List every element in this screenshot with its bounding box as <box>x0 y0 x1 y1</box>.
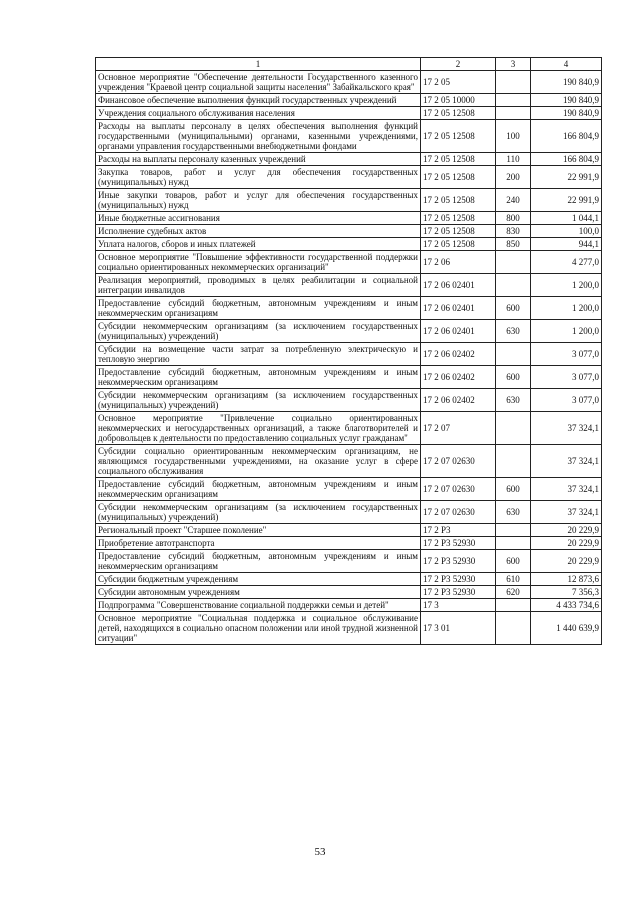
table-row <box>96 612 602 645</box>
row-code-cell: 17 2 05 12508 <box>421 212 496 225</box>
table-row <box>96 71 602 94</box>
row-amount-cell: 3 077,0 <box>531 389 602 412</box>
row-vr-cell: 630 <box>496 389 531 412</box>
table-row <box>96 320 602 343</box>
row-code-cell: 17 2 05 12508 <box>421 189 496 212</box>
row-amount-cell: 37 324,1 <box>531 501 602 524</box>
row-name-cell: Субсидии бюджетным учреждениям <box>96 573 421 586</box>
table-row <box>96 251 602 274</box>
row-name-cell: Предоставление субсидий бюджетным, автономным учреждениям и иным некоммерческим организациям <box>96 550 421 573</box>
row-name-cell: Предоставление субсидий бюджетным, автономным учреждениям и иным некоммерческим организациям <box>96 366 421 389</box>
row-name-cell: Субсидии некоммерческим организациям (за исключением государственных (муниципальных) учреждений) <box>96 320 421 343</box>
row-name-cell: Основное мероприятие "Обеспечение деятельности Государственного казенного учреждения "Краевой центр социальной защиты населения" Забайкальского края" <box>96 71 421 94</box>
row-name-cell: Основное мероприятие "Социальная поддержка и социальное обслуживание детей, находящихся в социально опасном положении или иной трудной жизненной ситуации" <box>96 612 421 645</box>
table-row <box>96 478 602 501</box>
table-row <box>96 445 602 478</box>
row-vr-cell <box>496 524 531 537</box>
row-name-cell: Исполнение судебных актов <box>96 225 421 238</box>
row-code-cell: 17 2 06 02402 <box>421 343 496 366</box>
row-vr-cell <box>496 445 531 478</box>
row-vr-cell <box>496 537 531 550</box>
row-vr-cell: 610 <box>496 573 531 586</box>
row-name-cell: Субсидии социально ориентированным некоммерческим организациям, не являющимся государственными учреждениями, на оказание услуг в сфере социального обслуживания <box>96 445 421 478</box>
table-row <box>96 225 602 238</box>
row-vr-cell <box>496 599 531 612</box>
row-name-cell: Подпрограмма "Совершенствование социальной поддержки семьи и детей" <box>96 599 421 612</box>
row-vr-cell <box>496 612 531 645</box>
row-code-cell: 17 2 07 02630 <box>421 445 496 478</box>
row-amount-cell: 190 840,9 <box>531 107 602 120</box>
row-amount-cell: 37 324,1 <box>531 445 602 478</box>
table-row <box>96 524 602 537</box>
row-code-cell: 17 2 05 12508 <box>421 153 496 166</box>
row-amount-cell: 3 077,0 <box>531 343 602 366</box>
row-amount-cell: 20 229,9 <box>531 537 602 550</box>
column-header: 1 <box>96 58 421 71</box>
row-code-cell: 17 2 05 <box>421 71 496 94</box>
row-name-cell: Закупка товаров, работ и услуг для обеспечения государственных (муниципальных) нужд <box>96 166 421 189</box>
row-vr-cell <box>496 274 531 297</box>
row-amount-cell: 22 991,9 <box>531 166 602 189</box>
row-name-cell: Приобретение автотранспорта <box>96 537 421 550</box>
row-amount-cell: 12 873,6 <box>531 573 602 586</box>
table-row <box>96 107 602 120</box>
row-vr-cell: 240 <box>496 189 531 212</box>
table-row <box>96 274 602 297</box>
row-name-cell: Учреждения социального обслуживания населения <box>96 107 421 120</box>
table-row <box>96 573 602 586</box>
row-amount-cell: 100,0 <box>531 225 602 238</box>
row-code-cell: 17 2 06 02402 <box>421 389 496 412</box>
row-amount-cell: 1 200,0 <box>531 297 602 320</box>
row-amount-cell: 4 277,0 <box>531 251 602 274</box>
row-amount-cell: 7 356,3 <box>531 586 602 599</box>
row-name-cell: Субсидии некоммерческим организациям (за исключением государственных (муниципальных) учреждений) <box>96 501 421 524</box>
row-amount-cell: 20 229,9 <box>531 550 602 573</box>
row-name-cell: Основное мероприятие "Привлечение социально ориентированных некоммерческих и негосударственных организаций, а также благотворителей и добровольцев к деятельности по предоставлению социальных услуг гражданам" <box>96 412 421 445</box>
row-vr-cell <box>496 107 531 120</box>
budget-table <box>95 57 602 645</box>
row-vr-cell: 850 <box>496 238 531 251</box>
row-vr-cell <box>496 94 531 107</box>
row-amount-cell: 37 324,1 <box>531 478 602 501</box>
row-amount-cell: 944,1 <box>531 238 602 251</box>
row-amount-cell: 1 044,1 <box>531 212 602 225</box>
row-name-cell: Иные бюджетные ассигнования <box>96 212 421 225</box>
row-name-cell: Реализация мероприятий, проводимых в целях реабилитации и социальной интеграции инвалидов <box>96 274 421 297</box>
row-amount-cell: 166 804,9 <box>531 120 602 153</box>
row-vr-cell <box>496 343 531 366</box>
row-code-cell: 17 3 <box>421 599 496 612</box>
row-code-cell: 17 2 06 02401 <box>421 320 496 343</box>
row-name-cell: Уплата налогов, сборов и иных платежей <box>96 238 421 251</box>
row-name-cell: Субсидии автономным учреждениям <box>96 586 421 599</box>
row-code-cell: 17 2 P3 52930 <box>421 550 496 573</box>
table-row <box>96 238 602 251</box>
table-body <box>96 71 602 645</box>
column-header: 4 <box>531 58 602 71</box>
row-amount-cell: 3 077,0 <box>531 366 602 389</box>
row-vr-cell <box>496 251 531 274</box>
table-row <box>96 412 602 445</box>
row-code-cell: 17 2 P3 52930 <box>421 586 496 599</box>
row-code-cell: 17 2 06 02402 <box>421 366 496 389</box>
row-code-cell: 17 2 05 12508 <box>421 225 496 238</box>
row-amount-cell: 1 200,0 <box>531 274 602 297</box>
column-header: 3 <box>496 58 531 71</box>
row-code-cell: 17 2 06 02401 <box>421 274 496 297</box>
row-vr-cell: 630 <box>496 501 531 524</box>
row-name-cell: Финансовое обеспечение выполнения функций государственных учреждений <box>96 94 421 107</box>
row-name-cell: Предоставление субсидий бюджетным, автономным учреждениям и иным некоммерческим организациям <box>96 297 421 320</box>
table-row <box>96 189 602 212</box>
row-amount-cell: 20 229,9 <box>531 524 602 537</box>
table-row <box>96 586 602 599</box>
row-vr-cell <box>496 71 531 94</box>
column-header: 2 <box>421 58 496 71</box>
row-vr-cell <box>496 412 531 445</box>
row-code-cell: 17 2 06 <box>421 251 496 274</box>
row-code-cell: 17 2 P3 52930 <box>421 573 496 586</box>
row-code-cell: 17 2 05 12508 <box>421 166 496 189</box>
row-name-cell: Расходы на выплаты персоналу в целях обеспечения выполнения функций государственными (муниципальными) органами, казенными учреждениями, органами управления государственными внебюджетными фондами <box>96 120 421 153</box>
row-code-cell: 17 2 P3 52930 <box>421 537 496 550</box>
row-vr-cell: 600 <box>496 478 531 501</box>
row-code-cell: 17 2 P3 <box>421 524 496 537</box>
row-vr-cell: 110 <box>496 153 531 166</box>
row-code-cell: 17 2 07 02630 <box>421 501 496 524</box>
page-number: 53 <box>314 846 326 858</box>
row-vr-cell: 600 <box>496 550 531 573</box>
row-code-cell: 17 2 05 12508 <box>421 238 496 251</box>
row-name-cell: Региональный проект "Старшее поколение" <box>96 524 421 537</box>
table-row <box>96 501 602 524</box>
row-vr-cell: 100 <box>496 120 531 153</box>
row-vr-cell: 200 <box>496 166 531 189</box>
table-row <box>96 550 602 573</box>
row-amount-cell: 22 991,9 <box>531 189 602 212</box>
row-amount-cell: 166 804,9 <box>531 153 602 166</box>
row-amount-cell: 190 840,9 <box>531 71 602 94</box>
table-header-row <box>96 58 602 71</box>
row-amount-cell: 1 200,0 <box>531 320 602 343</box>
table-row <box>96 153 602 166</box>
row-vr-cell: 830 <box>496 225 531 238</box>
row-vr-cell: 600 <box>496 366 531 389</box>
row-amount-cell: 1 440 639,9 <box>531 612 602 645</box>
row-code-cell: 17 2 05 12508 <box>421 107 496 120</box>
row-name-cell: Иные закупки товаров, работ и услуг для обеспечения государственных (муниципальных) нужд <box>96 189 421 212</box>
row-amount-cell: 37 324,1 <box>531 412 602 445</box>
row-vr-cell: 620 <box>496 586 531 599</box>
table-row <box>96 389 602 412</box>
row-code-cell: 17 2 07 <box>421 412 496 445</box>
table-row <box>96 537 602 550</box>
table-row <box>96 120 602 153</box>
row-code-cell: 17 3 01 <box>421 612 496 645</box>
table-row <box>96 166 602 189</box>
row-name-cell: Предоставление субсидий бюджетным, автономным учреждениям и иным некоммерческим организациям <box>96 478 421 501</box>
row-name-cell: Основное мероприятие "Повышение эффективности государственной поддержки социально ориентированных некоммерческих организаций" <box>96 251 421 274</box>
table-row <box>96 212 602 225</box>
row-name-cell: Субсидии некоммерческим организациям (за исключением государственных (муниципальных) учреждений) <box>96 389 421 412</box>
row-code-cell: 17 2 06 02401 <box>421 297 496 320</box>
row-code-cell: 17 2 07 02630 <box>421 478 496 501</box>
table-row <box>96 366 602 389</box>
row-code-cell: 17 2 05 10000 <box>421 94 496 107</box>
table-row <box>96 599 602 612</box>
row-vr-cell: 630 <box>496 320 531 343</box>
row-code-cell: 17 2 05 12508 <box>421 120 496 153</box>
row-amount-cell: 4 433 734,6 <box>531 599 602 612</box>
table-row <box>96 343 602 366</box>
table-row <box>96 94 602 107</box>
row-vr-cell: 800 <box>496 212 531 225</box>
row-vr-cell: 600 <box>496 297 531 320</box>
table-row <box>96 297 602 320</box>
row-amount-cell: 190 840,9 <box>531 94 602 107</box>
row-name-cell: Субсидии на возмещение части затрат за потребленную электрическую и тепловую энергию <box>96 343 421 366</box>
row-name-cell: Расходы на выплаты персоналу казенных учреждений <box>96 153 421 166</box>
